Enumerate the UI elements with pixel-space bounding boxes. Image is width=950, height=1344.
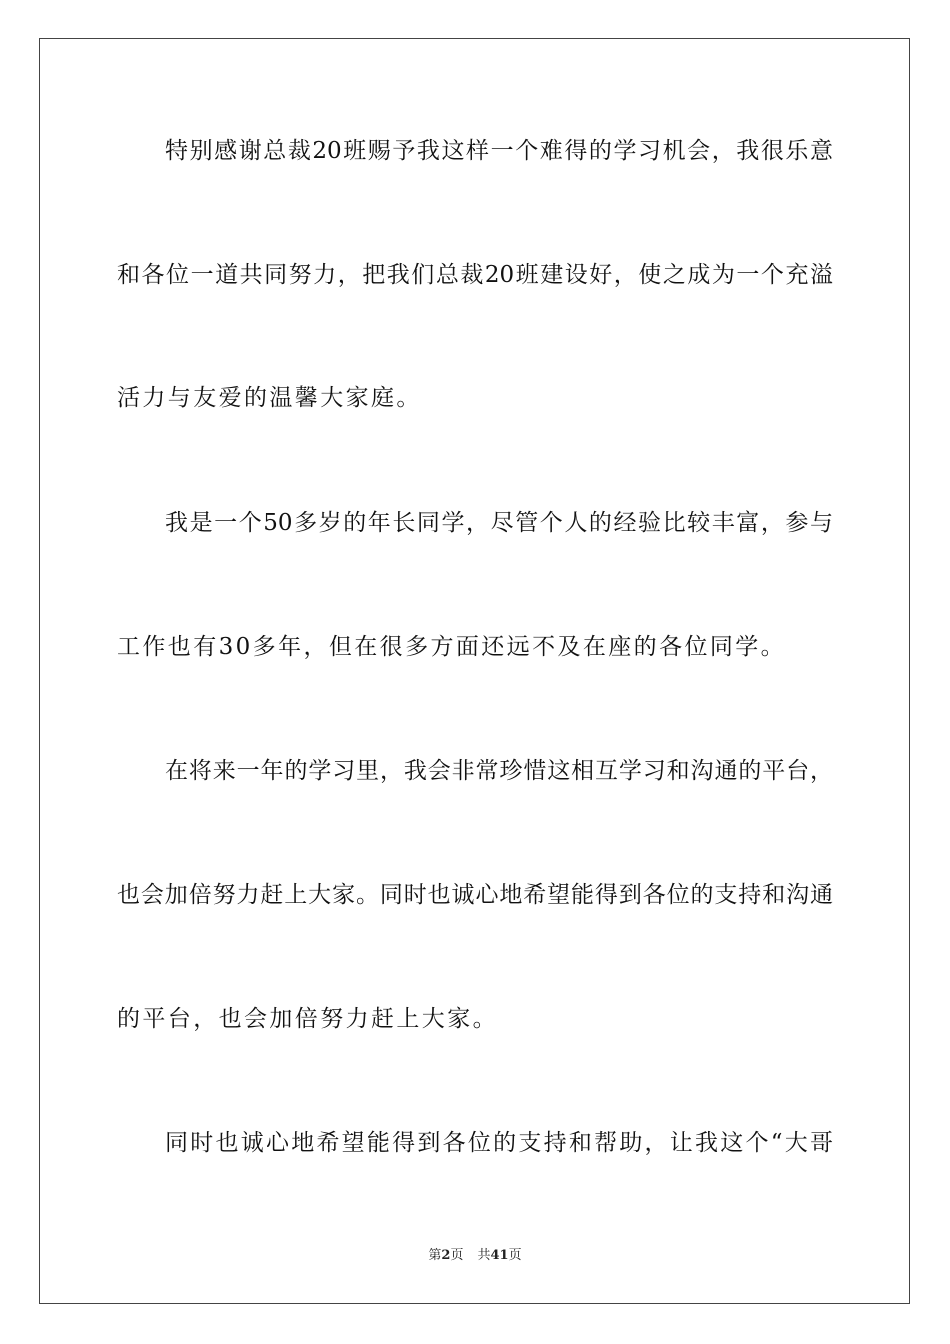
text-line-6: 在将来一年的学习里，我会非常珍惜这相互学习和沟通的平台， [165, 758, 833, 784]
footer-total-suffix: 页 [508, 1248, 522, 1263]
text-line-9: 同时也诚心地希望能得到各位的支持和帮助，让我这个“大哥 [165, 1130, 833, 1156]
text-line-4: 我是一个50多岁的年长同学，尽管个人的经验比较丰富，参与 [165, 510, 833, 536]
text-line-8: 的平台，也会加倍努力赶上大家。 [117, 1006, 498, 1032]
footer-page-suffix: 页 [450, 1248, 464, 1263]
footer-total-pages: 41 [490, 1248, 509, 1263]
footer-page-prefix: 第 [428, 1248, 442, 1263]
text-line-1: 特别感谢总裁20班赐予我这样一个难得的学习机会，我很乐意 [165, 138, 833, 164]
text-line-7: 也会加倍努力赶上大家。同时也诚心地希望能得到各位的支持和沟通 [117, 882, 833, 908]
text-line-5: 工作也有30多年，但在很多方面还远不及在座的各位同学。 [117, 634, 787, 660]
footer-page-number: 2 [441, 1248, 451, 1263]
footer-total-prefix: 共 [477, 1248, 491, 1263]
page-footer [0, 1247, 950, 1265]
text-line-2: 和各位一道共同努力，把我们总裁20班建设好，使之成为一个充溢 [117, 262, 833, 288]
text-line-3: 活力与友爱的温馨大家庭。 [117, 385, 422, 411]
page-frame [39, 38, 910, 1304]
